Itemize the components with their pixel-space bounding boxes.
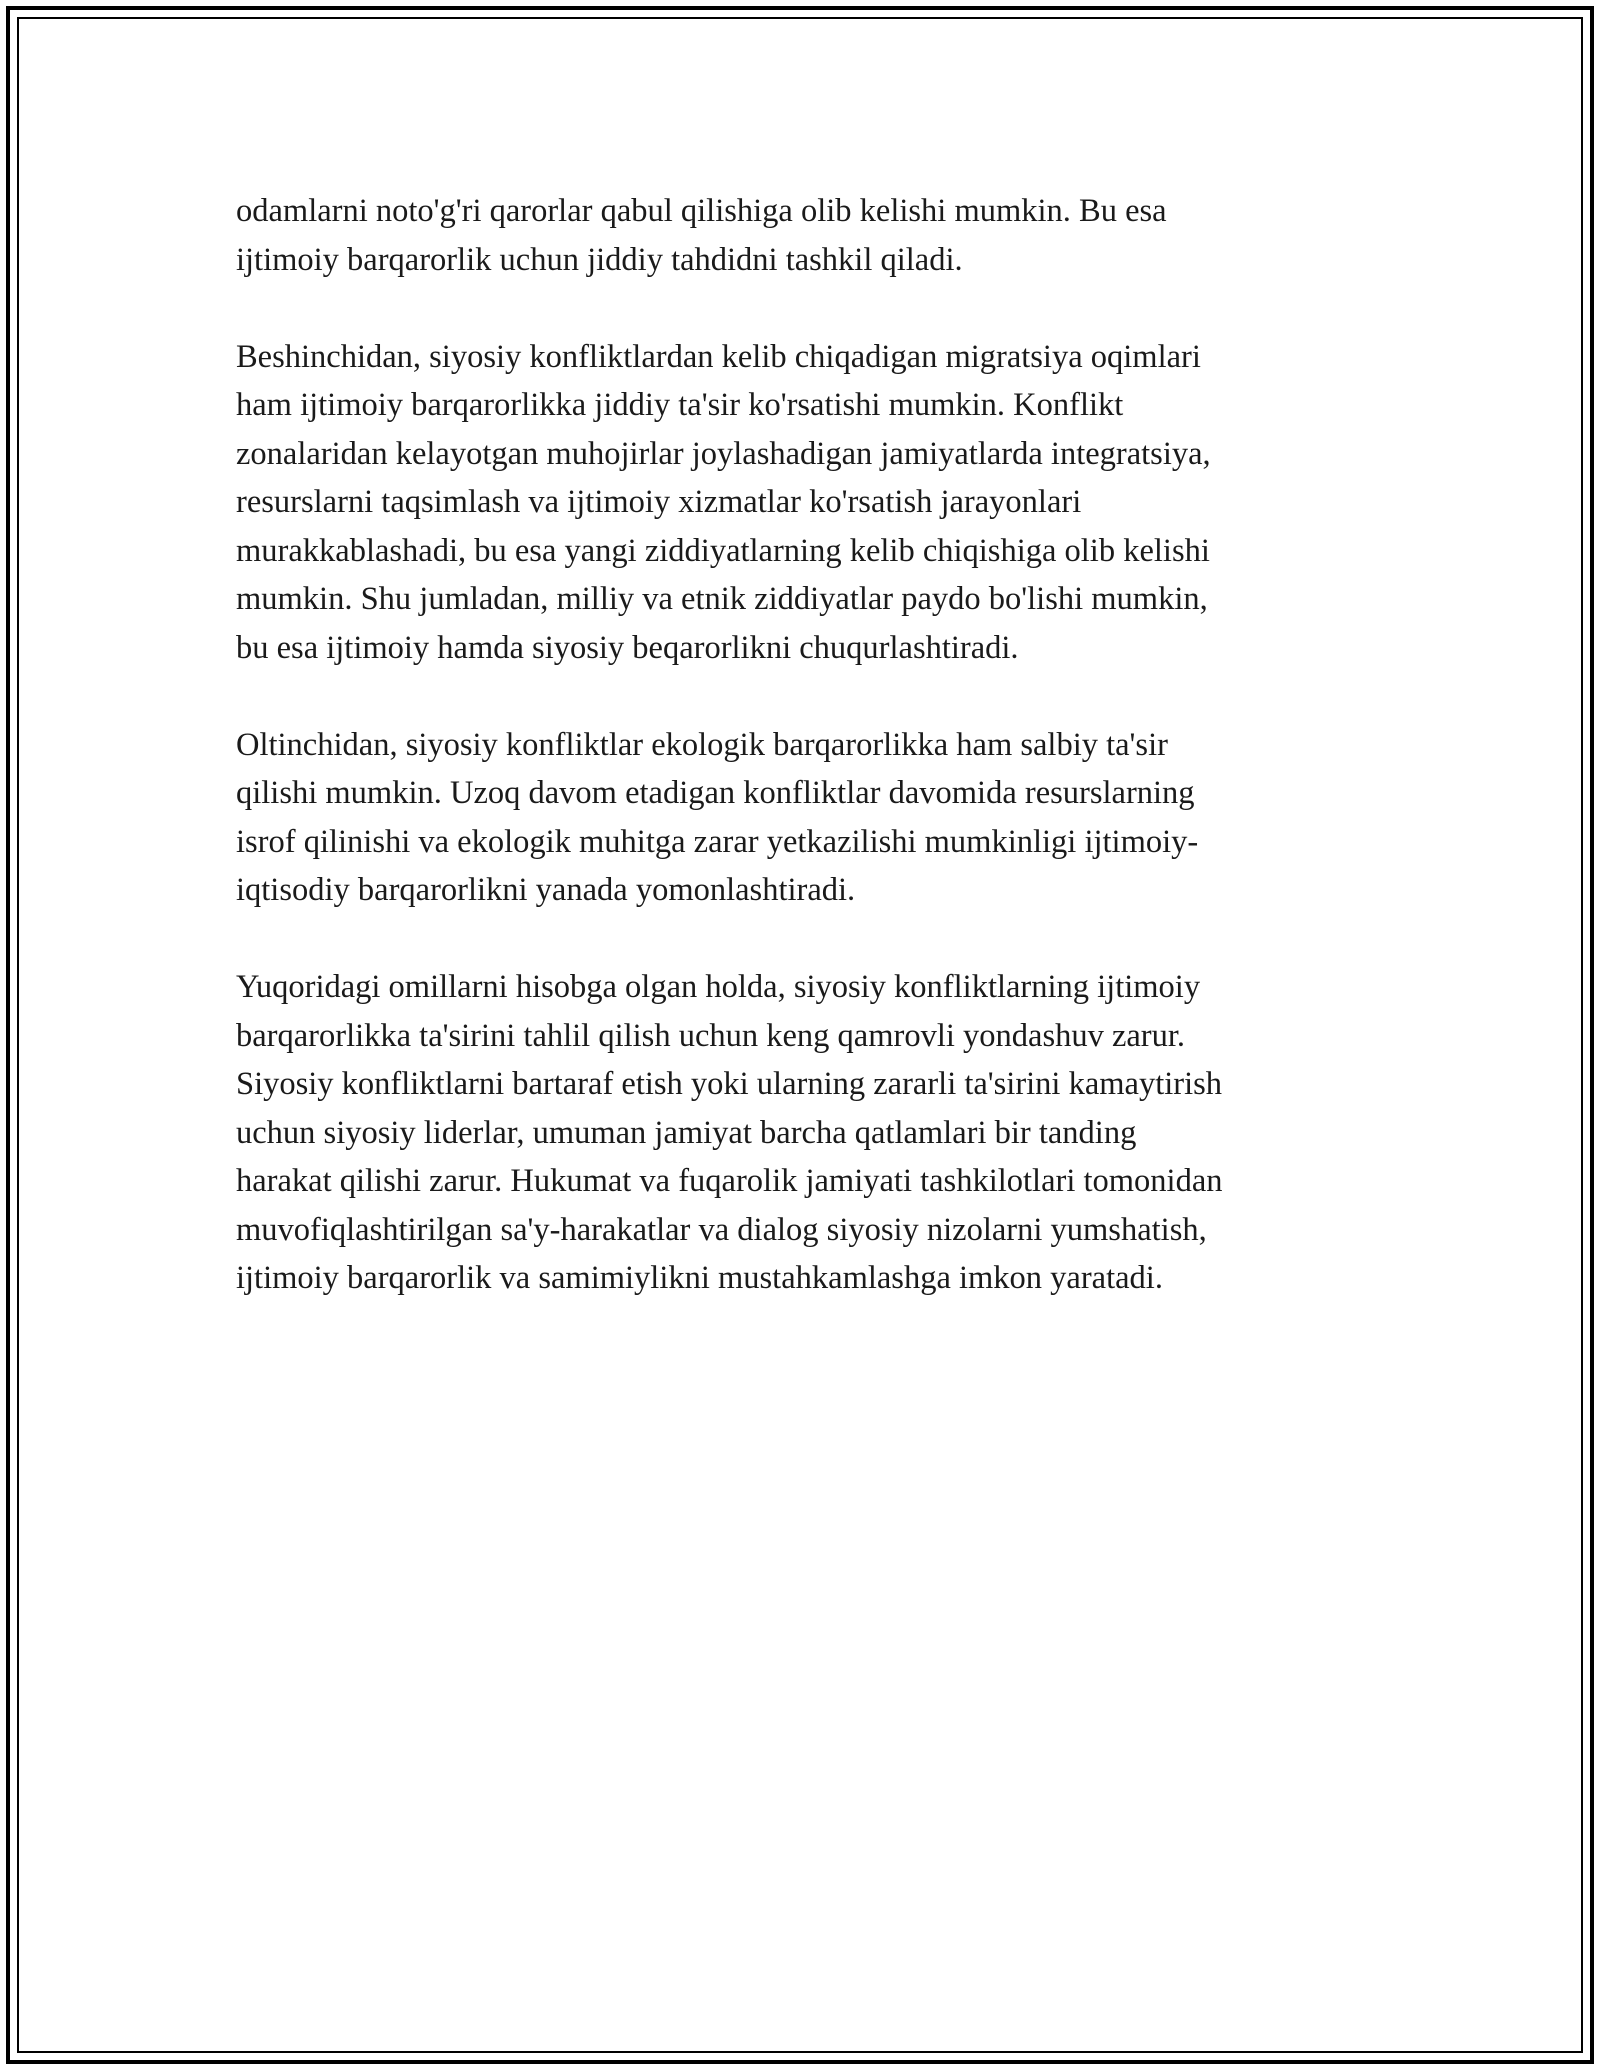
text-line: muvofiqlashtirilgan sa'y-harakatlar va dialog siyosiy nizolarni yumshatish, <box>236 1211 1207 1248</box>
text-line: qilishi mumkin. Uzoq davom etadigan konfliktlar davomida resurslarning <box>236 775 1195 811</box>
paragraph-2 <box>236 333 1376 673</box>
text-line: odamlarni noto'g'ri qarorlar qabul qilishiga olib kelishi mumkin. Bu esa <box>236 193 1167 229</box>
text-line: ijtimoiy barqarorlik uchun jiddiy tahdidni tashkil qiladi. <box>236 241 963 278</box>
paragraph-3 <box>236 721 1376 915</box>
text-line: resurslarni taqsimlash va ijtimoiy xizmatlar ko'rsatish jarayonlari <box>236 484 1082 520</box>
text-line: Oltinchidan, siyosiy konfliktlar ekologik barqarorlikka ham salbiy ta'sir <box>236 726 1168 763</box>
paragraph-1 <box>236 187 1376 284</box>
text-line: mumkin. Shu jumladan, milliy va etnik ziddiyatlar paydo bo'lishi mumkin, <box>236 581 1208 617</box>
text-line: bu esa ijtimoiy hamda siyosiy beqarorlikni chuqurlashtiradi. <box>236 629 1019 666</box>
text-line: ijtimoiy barqarorlik va samimiylikni mustahkamlashga imkon yaratadi. <box>236 1260 1163 1296</box>
text-line: ham ijtimoiy barqarorlikka jiddiy ta'sir ko'rsatishi mumkin. Konflikt <box>236 387 1124 423</box>
text-line: murakkablashadi, bu esa yangi ziddiyatlarning kelib chiqishiga olib kelishi <box>236 532 1210 569</box>
text-line: iqtisodiy barqarorlikni yanada yomonlashtiradi. <box>236 872 856 908</box>
text-line: Yuqoridagi omillarni hisobga olgan holda, siyosiy konfliktlarning ijtimoiy <box>236 969 1201 1005</box>
text-line: zonalaridan kelayotgan muhojirlar joylashadigan jamiyatlarda integratsiya, <box>236 435 1211 472</box>
paragraph-4 <box>236 963 1376 1303</box>
document-body <box>236 187 1376 1351</box>
text-line: Beshinchidan, siyosiy konfliktlardan kelib chiqadigan migratsiya oqimlari <box>236 338 1201 375</box>
text-line: uchun siyosiy liderlar, umuman jamiyat barcha qatlamlari bir tanding <box>236 1114 1137 1151</box>
text-line: Siyosiy konfliktlarni bartaraf etish yoki ularning zararli ta'sirini kamaytirish <box>236 1066 1223 1102</box>
text-line: harakat qilishi zarur. Hukumat va fuqarolik jamiyati tashkilotlari tomonidan <box>236 1163 1223 1199</box>
text-line: isrof qilinishi va ekologik muhitga zarar yetkazilishi mumkinligi ijtimoiy- <box>236 823 1199 860</box>
text-line: barqarorlikka ta'sirini tahlil qilish uchun keng qamrovli yondashuv zarur. <box>236 1017 1186 1054</box>
